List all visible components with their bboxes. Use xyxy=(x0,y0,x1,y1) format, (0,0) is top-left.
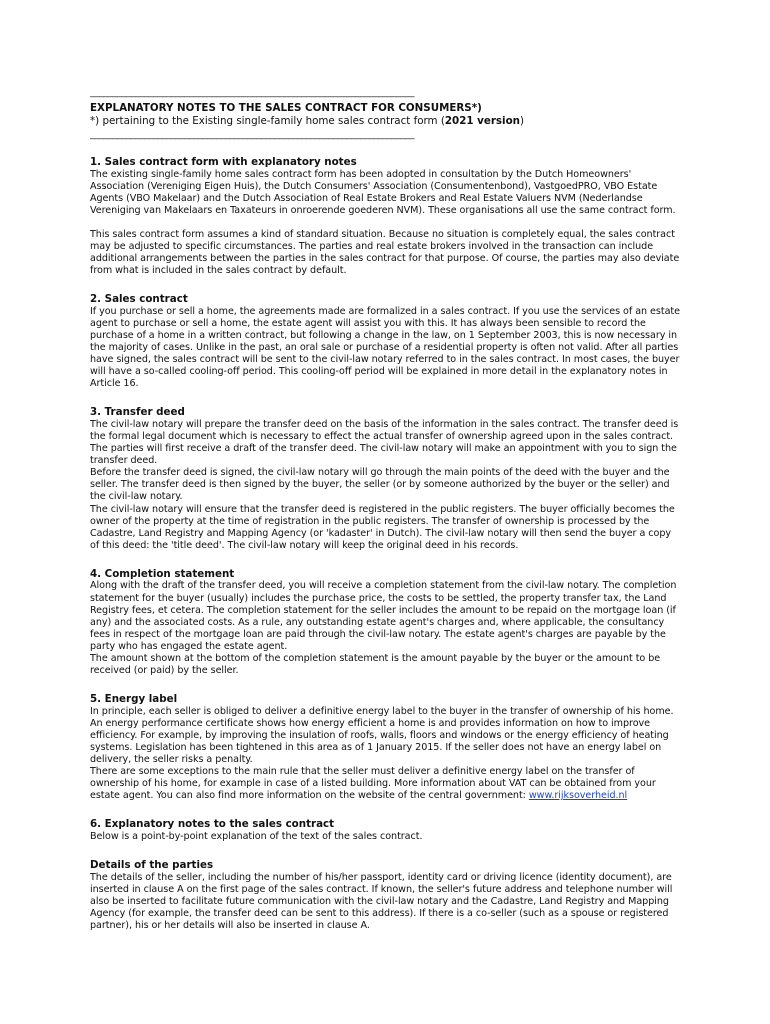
section-6-heading: 6. Explanatory notes to the sales contract xyxy=(90,818,335,831)
section-5-paragraph-1: In principle, each seller is obliged to deliver a definitive energy label to the buyer in the transfer of ownership of his home. An energy performance certificate shows how energy efficient a home is and provides information on how to improve efficiency. For example, by improving the insulation of roofs, walls, floors and windows or the energy efficiency of heating systems. Legislation has been tightened in this area as of 1 January 2015. If the seller does not have an energy label on delivery, the seller risks a penalty. xyxy=(90,705,674,766)
section-4-heading: 4. Completion statement xyxy=(90,567,235,580)
section-1-paragraph-1: The existing single-family home sales contract form has been adopted in consultation by the Dutch Homeowners' Association (Vereniging Eigen Huis), the Dutch Consumers' Association (Consumentenbond), VastgoedPRO, VBO Estate Agents (VBO Makelaar) and the Dutch Association of Real Estate Brokers and Real Estate Valuers NVM (Nederlandse Vereniging van Makelaars en Taxateurs in onroerende goederen NVM). These organisations all use the same contract form. xyxy=(90,168,676,216)
section-5-heading: 5. Energy label xyxy=(90,693,178,706)
section-6-paragraph-1: Below is a point-by-point explanation of the text of the sales contract. xyxy=(90,830,423,842)
section-2-heading: 2. Sales contract xyxy=(90,293,188,306)
section-3-paragraph-1: The civil-law notary will prepare the transfer deed on the basis of the information in the sales contract. The transfer deed is the formal legal document which is necessary to effect the actual transfer of ownership agreed upon in the sales contract. The parties will first receive a draft of the transfer deed. The civil-law notary will make an appointment with you to sign the transfer deed. xyxy=(90,418,679,467)
rijksoverheid-link[interactable]: www.rijksoverheid.nl xyxy=(528,790,628,802)
section-4 xyxy=(90,568,680,677)
section-2-paragraph-1: If you purchase or sell a home, the agreements made are formalized in a sales contract. If you use the services of an estate agent to purchase or sell a home, the estate agent will assist you with this. It has always been sensible to record the purchase of a home in a written contract, but following a change in the law, on 1 September 2003, this is now necessary in the majority of cases. Unlike in the past, an oral sale or purchase of a residential property is often not valid. After all parties have signed, the sales contract will be sent to the civil-law notary referred to in the sales contract. In most cases, the buyer will have a so-called cooling-off period. This cooling-off period will be explained in more detail in the explanatory notes in Article 16. xyxy=(90,305,680,390)
top-rule: ________________________________________________________________________ xyxy=(90,88,414,98)
section-5-paragraph-2: There are some exceptions to the main rule that the seller must deliver a definitive energy label on the transfer of ownership of his home, for example in case of a listed building. More information about VAT can be obtained from your estate agent. You can also find more information on the website of the central government: www.rijksoverheid.nl xyxy=(90,766,656,802)
section-1-paragraph-2: This sales contract form assumes a kind of standard situation. Because no situation is completely equal, the sales contract may be adjusted to specific circumstances. The parties and real estate brokers involved in the transaction can include additional arrangements between the parties in the sales contract for that purpose. Of course, the parties may also deviate from what is included in the sales contract by default. xyxy=(90,228,680,277)
section-4-paragraph-1: Along with the draft of the transfer deed, you will receive a completion statement from the civil-law notary. The completion statement for the buyer (usually) includes the purchase price, the costs to be settled, the property transfer tax, the Land Registry fees, et cetera. The completion statement for the seller includes the amount to be repaid on the mortgage loan (if any) and the associated costs. As a rule, any outstanding estate agent's charges and, where applicable, the consultancy fees in respect of the mortgage loan are paid through the civil-law notary. The estate agent's charges are payable by the party who has engaged the estate agent. xyxy=(90,580,677,652)
document-title: EXPLANATORY NOTES TO THE SALES CONTRACT FOR CONSUMERS*) xyxy=(90,102,482,114)
section-parties xyxy=(90,859,680,932)
section-1-heading: 1. Sales contract form with explanatory notes xyxy=(90,156,357,168)
section-2 xyxy=(90,293,680,390)
section-3-paragraph-2: Before the transfer deed is signed, the civil-law notary will go through the main points of the deed with the buyer and the seller. The transfer deed is then signed by the buyer, the seller (or by someone authorized by the buyer or the seller) and the civil-law notary. xyxy=(90,467,670,503)
parties-paragraph-1: The details of the seller, including the number of his/her passport, identity card or driving licence (identity document), are inserted in clause A on the first page of the sales contract. If known, the seller's future address and telephone number will also be inserted to facilitate future communication with the civil-law notary and the Cadastre, Land Registry and Mapping Agency (for example, the transfer deed can be sent to this address). If there is a co-seller (such as a spouse or registered partner), his or her details will also be inserted in clause A. xyxy=(90,871,673,931)
section-1 xyxy=(90,156,680,277)
section-3-paragraph-3: The civil-law notary will ensure that the transfer deed is registered in the public registers. The buyer officially becomes the owner of the property at the time of registration in the public registers. The transfer of ownership is processed by the Cadastre, Land Registry and Mapping Agency (or 'kadaster' in Dutch). The civil-law notary will then send the buyer a copy of this deed: the 'title deed'. The civil-law notary will keep the original deed in his records. xyxy=(90,503,675,551)
parties-heading: Details of the parties xyxy=(90,859,214,872)
bottom-rule: ________________________________________________________________________ xyxy=(90,130,414,140)
section-3-heading: 3. Transfer deed xyxy=(90,406,185,419)
document-subtitle: *) pertaining to the Existing single-family home sales contract form (2021 version) xyxy=(90,115,525,127)
section-6 xyxy=(90,818,680,843)
section-4-paragraph-2: The amount shown at the bottom of the completion statement is the amount payable by the buyer or the amount to be received (or paid) by the seller. xyxy=(90,653,661,677)
section-3 xyxy=(90,406,680,552)
section-5 xyxy=(90,693,680,802)
